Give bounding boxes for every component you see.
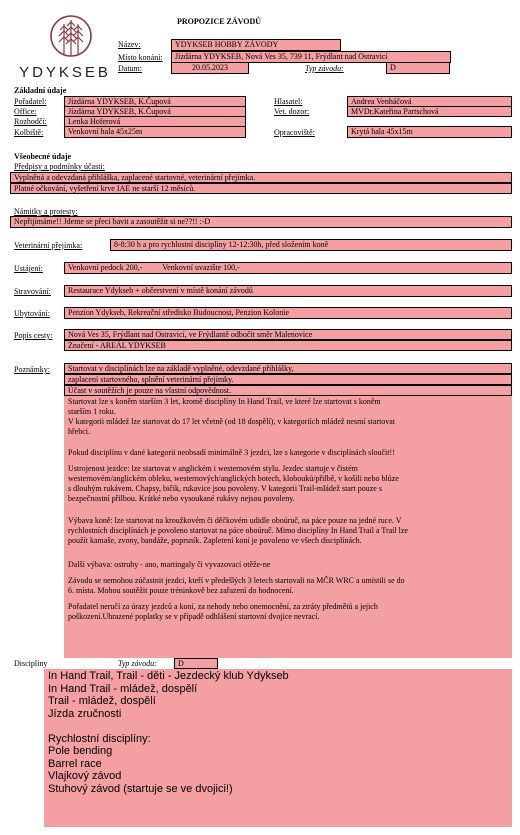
place-label: Místo konání: [118, 53, 163, 62]
vet-label: Vet. dozor: [274, 107, 310, 116]
warmup-label: Opracoviště: [274, 128, 315, 137]
lodging-field: Penzion Ydykseb, Rekreační středisko Budoucnost, Penzion Kolonie [64, 307, 512, 319]
discipline-item: In Hand Trail, Trail - děti - Jezdecký klub Ydykseb [48, 670, 289, 682]
route-line-1: Nová Ves 35, Frýdlant nad Ostravicí, ve Frýdlantě odbočit směr Malenovice [64, 329, 512, 340]
date-field: 20.05.2023 [171, 62, 249, 74]
notes-paragraph: Závodu se nemohou zúčastnit jezdci, kteří v předešlých 3 letech startovali na MČR WRC a umístili se do 6. místa. Mohou soutěžit pouze tréninkově bez zařazení do hodnocení. [68, 576, 405, 595]
discipline-spacer [48, 720, 508, 733]
logo-text: YDYKSEB [19, 64, 111, 81]
rules-line-2: Platné očkování, vyšetření krve IAE ne starší 12 měsíců. [10, 183, 512, 194]
tree-logo-icon [49, 14, 93, 58]
discipline-item: Jízda zručnosti [48, 707, 122, 720]
notes-paragraph: Ustrojenost jezdce: lze startovat v anglickém i westernovém stylu. Jezdec startuje v čistém westernovém/anglickém obleku, westernových/anglických botech, kloboukú/přilbě, v košili nebo blůze s dlouhým rukávem. Chapsy, bičík, rukavice jsou povoleny. V kategorii Trail-mládež start pouze s bezpečnostní přilbou. Krátké nebo vysoukané rukávy nejsou povoleny. [68, 464, 399, 503]
office-label: Office: [14, 107, 37, 116]
discipline-item: Rychlostní disciplíny: [48, 732, 151, 745]
vet-check-label: Veterinární přejímka: [14, 241, 83, 250]
disciplines-list [44, 669, 512, 827]
disciplines-type-field: D [174, 658, 218, 669]
name-label: Název: [118, 40, 141, 49]
date-label: Datum: [118, 64, 142, 73]
stabling-field: Venkovní pedock 200,- Venkovní uvazište 100,- [64, 262, 512, 274]
notes-paragraph: Další výbava: ostruhy - ano, martingaly či vyvazovací otěže-ne [68, 560, 271, 569]
notes-paragraph: Startovat lze s koněm starším 3 let, kromě disciplíny In Hand Trail, ve které lze startovat s koněm starším 1 roku. V kategorii mládež lze startovat do 17 let včetně (od 18 dospělí), v kategoriích mládež nesmí startovat hřebci. [68, 397, 396, 436]
discipline-item: Barrel race [48, 757, 102, 770]
discipline-item: Pole bending [48, 745, 113, 757]
protest-field: Nepřijímáme!! Jdeme se přeci bavit a zasoutěžit si ne??!! :-D [10, 216, 512, 228]
disciplines-type-label: Typ závodu: [118, 659, 157, 668]
type-field: D [386, 62, 450, 74]
place-field: Jízdárna YDYKSEB, Nová Ves 35, 739 11, Frýdlant nad Ostravicí [171, 51, 451, 63]
warmup-field: Krytá hala 45x15m [347, 126, 512, 138]
discipline-item: Vlajkový závod [48, 770, 122, 782]
arena-field: Venkovní hala 45x25m [64, 126, 246, 138]
rules-label: Předpisy a podmínky účasti: [14, 162, 105, 171]
announcer-field: Andrea Venháčová [347, 96, 512, 107]
vet-field: MVDr.Kateřina Partschová [347, 106, 512, 117]
catering-label: Stravování: [14, 287, 51, 296]
route-label: Popis cesty: [14, 331, 53, 340]
stabling-label: Ustájení: [14, 264, 43, 273]
protest-label: Námitky a protesty: [14, 207, 78, 216]
basic-heading: Základní údaje [14, 86, 67, 95]
logo [15, 14, 115, 84]
notes-boxed-line-1: Startovat v disciplínách lze na základě vyplněné, odevzdané přihlášky, [64, 363, 512, 374]
discipline-item: Stuhový závod (startuje se ve dvojici!) [48, 782, 233, 795]
notes-body [64, 396, 512, 658]
notes-boxed-line-3: Účast v soutěžích je pouze na vlastní odpovědnost. [64, 385, 512, 396]
office-field: Jízdárna YDYKSEB, K.Čupová [64, 106, 246, 117]
type-label: Typ závodu: [305, 64, 344, 73]
page-title: PROPOZICE ZÁVODŮ [177, 17, 262, 26]
organizer-label: Pořadatel: [14, 97, 47, 106]
arena-label: Kolbiště: [14, 128, 44, 137]
rules-line-1: Vyplněná a odevzdaná přihláška, zaplacené startovné, veterinární přejímka. [10, 172, 512, 183]
disciplines-label: Disciplíny [14, 659, 48, 668]
lodging-label: Ubytování: [14, 309, 50, 318]
notes-paragraph: Pokud disciplínu v dané kategorii neobsadí minimálně 3 jezdci, lze s kategorie v disciplínách sloučit!! [68, 448, 395, 457]
general-heading: Všeobecné údaje [14, 152, 72, 161]
judge-field: Lenka Hoferová [64, 116, 246, 127]
vet-check-field: 8-8:30 h a pro rychlostní disciplíny 12-12:30h, před složením koně [110, 239, 512, 251]
notes-label: Poznámky: [14, 365, 50, 374]
discipline-item: Trail - mládež, dospělí [48, 695, 156, 707]
organizer-field: Jízdárna YDYKSEB, K.Čupová [64, 96, 246, 107]
judge-label: Rozhodčí: [14, 117, 47, 126]
notes-paragraph: Pořadatel neručí za úrazy jezdců a koní, za nehody nebo onemocnění, za ztráty předmětů a jejich poškození.Uhrazené poplatky se v případě odhlášení startovní dvojice nevrací. [68, 602, 378, 621]
catering-field: Restaurace Ydykseb + občerstvení v místě konání závodů [64, 285, 512, 297]
route-line-2: Značení - AREÁL YDYKSEB [64, 340, 512, 351]
discipline-item: In Hand Trail - mládež, dospělí [48, 682, 198, 695]
notes-boxed-line-2: zaplacení startovného, splnění veterinární přejímky. [64, 374, 512, 385]
announcer-label: Hlasatel: [274, 97, 303, 106]
name-field: YDYKSEB HOBBY ZÁVODY [171, 39, 341, 51]
notes-paragraph: Výbava koně: lze startovat na kroužkovém či děčkovém udidle oboúruč, na páce pouze na jedné ruce. V rychlostních disciplínách je povoleno startovat na páce oboúruč. Mimo disciplíny In Hand Trail a Trail lze použít kamaše, zvony, bandáže, poprsník. Zapletení koní je povoleno ve všech disciplínách. [68, 516, 408, 545]
